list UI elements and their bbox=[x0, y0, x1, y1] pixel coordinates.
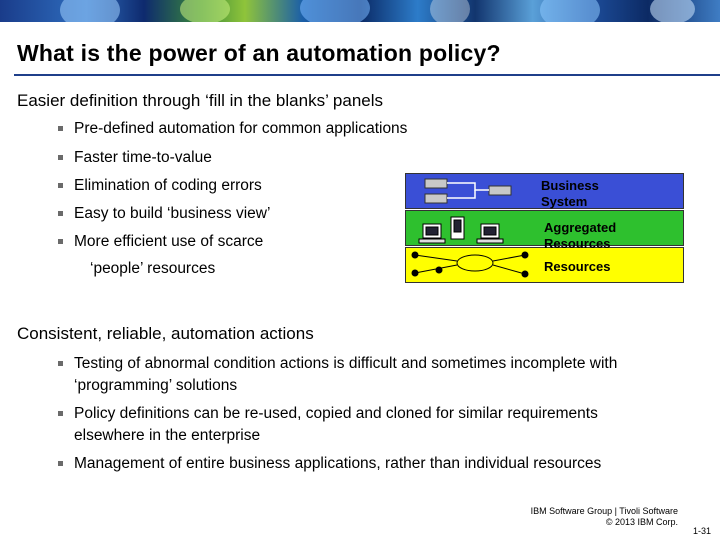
layer-label-business bbox=[541, 178, 599, 210]
bullet-continuation: ‘people’ resources bbox=[90, 260, 216, 277]
diagram-illustration bbox=[405, 173, 540, 284]
section1-bullet bbox=[58, 175, 262, 197]
computer-icons bbox=[419, 217, 503, 243]
section2-heading: Consistent, reliable, automation actions bbox=[17, 324, 314, 343]
footer-copyright: © 2013 IBM Corp. bbox=[605, 517, 678, 527]
footer-company: IBM Software Group | Tivoli Software bbox=[530, 506, 678, 516]
bullet-text: Management of entire business applications, rather than individual resources bbox=[74, 455, 602, 472]
business-process-icon bbox=[425, 179, 511, 203]
section1-bullet bbox=[58, 147, 212, 169]
section2-bullet bbox=[58, 403, 720, 447]
bullet-text: Pre-defined automation for common applications bbox=[74, 120, 408, 137]
title-underline bbox=[14, 74, 720, 76]
bullet-text: More efficient use of scarce bbox=[74, 233, 264, 250]
bullet-square-icon bbox=[58, 239, 63, 244]
page-number: 1-31 bbox=[693, 526, 712, 536]
bullet-text: elsewhere in the enterprise bbox=[74, 427, 261, 444]
section2-bullet bbox=[58, 453, 720, 475]
section1-heading: Easier definition through ‘fill in the blanks’ panels bbox=[17, 91, 384, 110]
slide-footer bbox=[531, 506, 678, 528]
section2-bullet bbox=[58, 353, 720, 397]
label-line: Resources bbox=[544, 259, 611, 274]
bullet-text: Policy definitions can be re-used, copied and cloned for similar requirements bbox=[74, 405, 598, 422]
slide-title: What is the power of an automation policy? bbox=[17, 40, 501, 66]
header-banner-image bbox=[0, 0, 720, 22]
bullet-text: Faster time-to-value bbox=[74, 149, 212, 166]
label-line: Resources bbox=[544, 236, 611, 251]
section1-bullet bbox=[58, 203, 270, 225]
label-line: Aggregated bbox=[544, 220, 617, 235]
resource-network-icon bbox=[412, 252, 528, 277]
section1-bullet bbox=[58, 231, 263, 253]
bullet-text: Testing of abnormal condition actions is difficult and sometimes incomplete with bbox=[74, 355, 618, 372]
layer-label-aggregated bbox=[544, 220, 616, 252]
bullet-square-icon bbox=[58, 126, 63, 131]
bullet-square-icon bbox=[58, 211, 63, 216]
section1-bullet bbox=[58, 118, 407, 140]
bullet-square-icon bbox=[58, 411, 63, 416]
bullet-square-icon bbox=[58, 461, 63, 466]
bullet-text: Easy to build ‘business view’ bbox=[74, 205, 271, 222]
bullet-text: Elimination of coding errors bbox=[74, 177, 262, 194]
layer-label-resources bbox=[544, 259, 610, 275]
bullet-square-icon bbox=[58, 361, 63, 366]
bullet-text: ‘programming’ solutions bbox=[74, 377, 238, 394]
label-line: Business bbox=[541, 178, 599, 193]
bullet-square-icon bbox=[58, 183, 63, 188]
bullet-square-icon bbox=[58, 155, 63, 160]
label-line: System bbox=[541, 194, 588, 209]
